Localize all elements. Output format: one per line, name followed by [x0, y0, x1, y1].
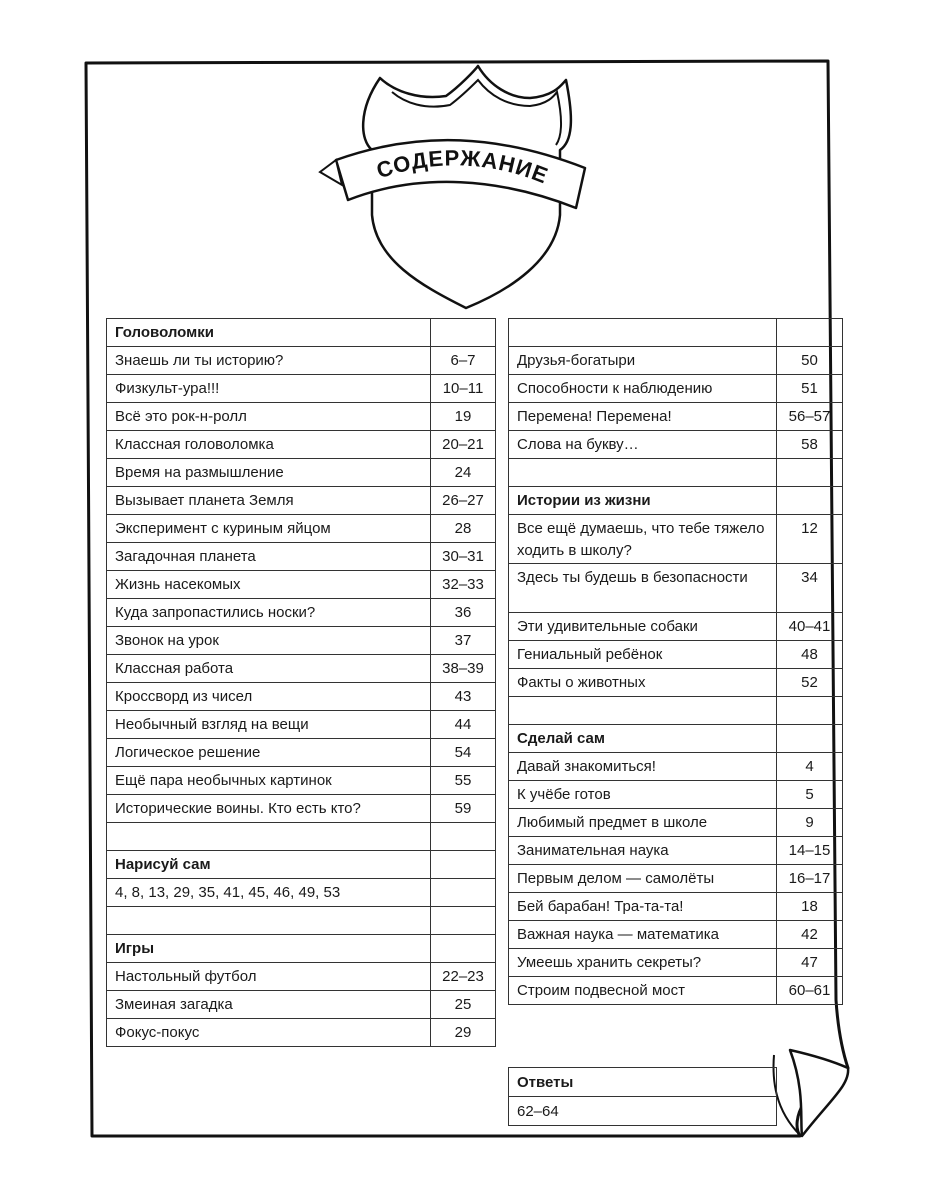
toc-entry-pages	[431, 879, 496, 907]
toc-entry-pages: 6–7	[431, 347, 496, 375]
blank-row	[107, 907, 496, 935]
toc-row	[107, 655, 496, 683]
toc-entry-pages: 42	[777, 921, 843, 949]
toc-entry-title: Куда запропастились носки?	[107, 599, 431, 627]
section-title: Головоломки	[107, 319, 431, 347]
toc-entry-pages: 26–27	[431, 487, 496, 515]
toc-entry-title: Необычный взгляд на вещи	[107, 711, 431, 739]
toc-entry-title	[509, 319, 777, 347]
toc-entry-title: Логическое решение	[107, 739, 431, 767]
toc-entry-title: Вызывает планета Земля	[107, 487, 431, 515]
toc-entry-title: Гениальный ребёнок	[509, 641, 777, 669]
toc-entry-title: Всё это рок-н-ролл	[107, 403, 431, 431]
toc-entry-title: Загадочная планета	[107, 543, 431, 571]
svg-text:СОДЕРЖАНИЕ	[373, 145, 552, 188]
toc-entry-pages: 30–31	[431, 543, 496, 571]
toc-row	[509, 403, 843, 431]
toc-entry-pages: 28	[431, 515, 496, 543]
answers-heading: Ответы	[509, 1068, 777, 1097]
toc-entry-pages: 25	[431, 991, 496, 1019]
toc-entry-pages: 44	[431, 711, 496, 739]
toc-row	[107, 739, 496, 767]
section-title: Нарисуй сам	[107, 851, 431, 879]
toc-entry-pages: 55	[431, 767, 496, 795]
toc-entry-pages	[777, 319, 843, 347]
toc-row	[509, 865, 843, 893]
toc-row	[107, 487, 496, 515]
toc-row	[107, 963, 496, 991]
toc-entry-title	[509, 459, 777, 487]
toc-entry-pages: 58	[777, 431, 843, 459]
toc-entry-title: Физкульт-ура!!!	[107, 375, 431, 403]
toc-row	[107, 879, 496, 907]
section-row	[509, 725, 843, 753]
toc-row	[509, 977, 843, 1005]
toc-entry-pages: 38–39	[431, 655, 496, 683]
title-text: СОДЕРЖАНИЕ	[373, 145, 552, 189]
toc-entry-title: Исторические воины. Кто есть кто?	[107, 795, 431, 823]
section-row	[107, 319, 496, 347]
toc-entry-pages: 22–23	[431, 963, 496, 991]
section-row	[107, 935, 496, 963]
toc-entry-title: 4, 8, 13, 29, 35, 41, 45, 46, 49, 53	[107, 879, 431, 907]
toc-entry-title: Перемена! Перемена!	[509, 403, 777, 431]
toc-entry-title: Здесь ты будешь в безопасности	[509, 564, 777, 613]
toc-entry-title	[107, 907, 431, 935]
toc-entry-pages: 51	[777, 375, 843, 403]
toc-row	[107, 375, 496, 403]
toc-entry-pages: 47	[777, 949, 843, 977]
toc-entry-pages	[777, 697, 843, 725]
toc-entry-pages: 59	[431, 795, 496, 823]
toc-row	[509, 375, 843, 403]
toc-entry-pages: 40–41	[777, 613, 843, 641]
toc-entry-title: Занимательная наука	[509, 837, 777, 865]
toc-entry-pages: 60–61	[777, 977, 843, 1005]
toc-entry-title	[509, 697, 777, 725]
toc-row	[509, 641, 843, 669]
toc-row	[107, 767, 496, 795]
toc-entry-pages: 43	[431, 683, 496, 711]
toc-row	[509, 613, 843, 641]
toc-row	[107, 683, 496, 711]
toc-table-right	[508, 318, 843, 1005]
toc-entry-pages: 32–33	[431, 571, 496, 599]
toc-entry-pages	[431, 319, 496, 347]
toc-row	[107, 795, 496, 823]
toc-entry-title: Знаешь ли ты историю?	[107, 347, 431, 375]
toc-row	[509, 669, 843, 697]
toc-entry-title: Умеешь хранить секреты?	[509, 949, 777, 977]
toc-row	[107, 991, 496, 1019]
toc-entry-title: Первым делом — самолёты	[509, 865, 777, 893]
toc-entry-title: Звонок на урок	[107, 627, 431, 655]
toc-entry-pages: 52	[777, 669, 843, 697]
toc-entry-title: Настольный футбол	[107, 963, 431, 991]
toc-entry-pages: 50	[777, 347, 843, 375]
toc-entry-pages: 10–11	[431, 375, 496, 403]
toc-entry-pages: 14–15	[777, 837, 843, 865]
toc-entry-title: Жизнь насекомых	[107, 571, 431, 599]
toc-entry-pages: 54	[431, 739, 496, 767]
toc-row	[107, 403, 496, 431]
toc-row	[107, 515, 496, 543]
toc-row	[509, 753, 843, 781]
toc-entry-title: Давай знакомиться!	[509, 753, 777, 781]
section-row	[509, 487, 843, 515]
toc-row	[509, 893, 843, 921]
section-title: Истории из жизни	[509, 487, 777, 515]
toc-entry-pages	[431, 935, 496, 963]
toc-entry-title: Кроссворд из чисел	[107, 683, 431, 711]
toc-entry-title: Важная наука — математика	[509, 921, 777, 949]
toc-entry-title: Ещё пара необычных картинок	[107, 767, 431, 795]
answers-pages: 62–64	[509, 1097, 777, 1126]
toc-row	[107, 571, 496, 599]
toc-entry-title: Любимый предмет в школе	[509, 809, 777, 837]
section-title: Игры	[107, 935, 431, 963]
toc-row	[107, 599, 496, 627]
blank-row	[107, 823, 496, 851]
toc-entry-title: Змеиная загадка	[107, 991, 431, 1019]
section-title: Сделай сам	[509, 725, 777, 753]
toc-entry-title: Бей барабан! Тра-та-та!	[509, 893, 777, 921]
toc-entry-pages: 18	[777, 893, 843, 921]
toc-entry-title: Факты о животных	[509, 669, 777, 697]
toc-row	[107, 1019, 496, 1047]
toc-entry-pages: 19	[431, 403, 496, 431]
toc-entry-pages: 20–21	[431, 431, 496, 459]
toc-entry-title: Эти удивительные собаки	[509, 613, 777, 641]
answers-table	[508, 1067, 777, 1126]
toc-row	[107, 711, 496, 739]
toc-row	[107, 347, 496, 375]
toc-entry-pages	[431, 851, 496, 879]
toc-entry-title: Время на размышление	[107, 459, 431, 487]
toc-entry-pages	[777, 487, 843, 515]
toc-row	[509, 347, 843, 375]
toc-entry-pages: 36	[431, 599, 496, 627]
toc-entry-title: Строим подвесной мост	[509, 977, 777, 1005]
toc-row	[509, 949, 843, 977]
toc-entry-pages: 9	[777, 809, 843, 837]
toc-entry-pages	[777, 725, 843, 753]
page-curl	[790, 1050, 848, 1136]
toc-row	[107, 627, 496, 655]
toc-entry-pages: 48	[777, 641, 843, 669]
toc-entry-pages: 12	[777, 515, 843, 564]
toc-entry-title: Способности к наблюдению	[509, 375, 777, 403]
toc-entry-title: Классная работа	[107, 655, 431, 683]
toc-entry-pages: 16–17	[777, 865, 843, 893]
toc-table-left	[106, 318, 496, 1047]
toc-entry-pages	[431, 907, 496, 935]
blank-row	[509, 459, 843, 487]
toc-row	[509, 809, 843, 837]
toc-row	[509, 837, 843, 865]
toc-entry-pages: 4	[777, 753, 843, 781]
toc-entry-pages: 24	[431, 459, 496, 487]
toc-entry-title: Слова на букву…	[509, 431, 777, 459]
blank-row	[509, 697, 843, 725]
toc-row	[107, 459, 496, 487]
toc-row	[509, 515, 843, 564]
toc-entry-title: Друзья-богатыри	[509, 347, 777, 375]
toc-entry-title: К учёбе готов	[509, 781, 777, 809]
toc-row	[509, 921, 843, 949]
page-title	[346, 147, 578, 197]
toc-row	[107, 543, 496, 571]
toc-row	[107, 431, 496, 459]
toc-row	[509, 564, 843, 613]
toc-entry-pages	[431, 823, 496, 851]
toc-entry-title	[107, 823, 431, 851]
toc-entry-title: Эксперимент с куриным яйцом	[107, 515, 431, 543]
toc-row	[509, 431, 843, 459]
toc-row	[509, 781, 843, 809]
title-arc	[346, 147, 578, 197]
toc-entry-pages: 5	[777, 781, 843, 809]
toc-entry-pages: 34	[777, 564, 843, 613]
toc-entry-title: Все ещё думаешь, что тебе тяжело ходить в школу?	[509, 515, 777, 564]
section-row	[107, 851, 496, 879]
toc-entry-title: Классная головоломка	[107, 431, 431, 459]
toc-entry-title: Фокус-покус	[107, 1019, 431, 1047]
toc-entry-pages	[777, 459, 843, 487]
toc-entry-pages: 56–57	[777, 403, 843, 431]
toc-entry-pages: 29	[431, 1019, 496, 1047]
blank-row	[509, 319, 843, 347]
toc-entry-pages: 37	[431, 627, 496, 655]
